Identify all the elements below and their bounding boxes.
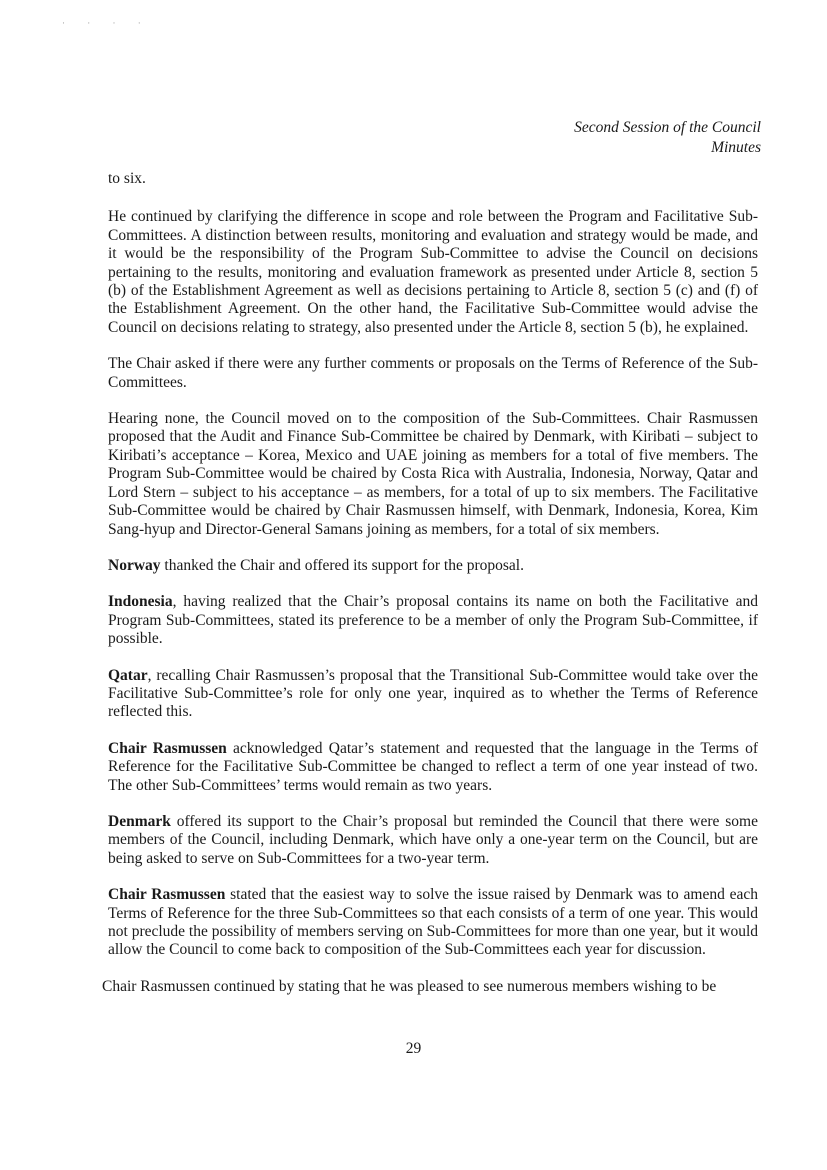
paragraph-text: Hearing none, the Council moved on to the composition of the Sub-Committees. Chair Rasmussen proposed that the Audit and Finance Sub-Committee be chaired by Denmark, with Kiribati – subject to Kiribati’s acceptance – Korea, Mexico and UAE joining as members for a total of five members. The Program Sub-Committee would be chaired by Costa Rica with Australia, Indonesia, Norway, Qatar and Lord Stern – subject to his acceptance – as members, for a total of up to six members. The Facilitative Sub-Committee would be chaired by Chair Rasmussen himself, with Denmark, Indonesia, Korea, Kim Sang-hyup and Director-General Samans joining as members, for a total of six members.: [108, 410, 758, 538]
paragraph: [108, 410, 758, 539]
speaker-name: Chair Rasmussen: [108, 739, 227, 757]
speaker-name: Indonesia: [108, 593, 173, 611]
paragraph-text: He continued by clarifying the difference in scope and role between the Program and Facilitative Sub-Committees. A distinction between results, monitoring and evaluation and strategy would be made, and it would be the responsibility of the Program Sub-Committee to advise the Council on decisions pertaining to the results, monitoring and evaluation framework as presented under Article 8, section 5 (b) of the Establishment Agreement as well as decisions pertaining to Article 8, section 5 (c) and (f) of the Establishment Agreement. On the other hand, the Facilitative Sub-Committee would advise the Council on decisions relating to strategy, also presented under the Article 8, section 5 (b), he explained.: [108, 208, 758, 336]
minutes-body: [102, 170, 759, 1014]
speaker-name: Chair Rasmussen: [108, 886, 226, 904]
header-document-type: Minutes: [711, 139, 761, 156]
paragraph: [108, 557, 758, 575]
paragraph: [108, 170, 758, 188]
scan-artifacts: · · · ·: [62, 18, 151, 28]
paragraph: [108, 813, 758, 868]
paragraph-text: The Chair asked if there were any further comments or proposals on the Terms of Reference of the Sub-Committees.: [108, 355, 758, 391]
paragraph-text: thanked the Chair and offered its support for the proposal.: [160, 556, 524, 574]
speaker-name: Qatar: [108, 666, 148, 684]
paragraph-text: offered its support to the Chair’s proposal but reminded the Council that there were some members of the Council, including Denmark, which have only a one-year term on the Council, but are being asked to serve on Sub-Committees for a two-year term.: [108, 812, 758, 867]
paragraph-text: , having realized that the Chair’s proposal contains its name on both the Facilitative and Program Sub-Committees, stated its preference to be a member of only the Program Sub-Committee, if possible.: [108, 593, 758, 648]
paragraph-text: to six.: [108, 170, 146, 187]
paragraph: [102, 978, 758, 996]
paragraph-text: , recalling Chair Rasmussen’s proposal that the Transitional Sub-Committee would take over the Facilitative Sub-Committee’s role for only one year, inquired as to whether the Terms of Reference reflected this.: [108, 666, 758, 721]
paragraph: [108, 886, 758, 960]
speaker-name: Denmark: [108, 812, 171, 830]
paragraph-text: acknowledged Qatar’s statement and requested that the language in the Terms of Reference for the Facilitative Sub-Committee be changed to reflect a term of one year instead of two. The other Sub-Committees’ terms would remain as two years.: [108, 739, 759, 794]
running-header: [574, 118, 761, 158]
paragraph: [108, 208, 758, 337]
paragraph-text: Chair Rasmussen continued by stating that he was pleased to see numerous members wishing to be: [102, 977, 717, 995]
page-number: 29: [405, 1040, 422, 1057]
header-session-title: Second Session of the Council: [574, 119, 761, 136]
paragraph: [108, 355, 758, 392]
paragraph: [108, 667, 758, 722]
speaker-name: Norway: [108, 556, 161, 574]
paragraph: [108, 740, 758, 795]
paragraph: [108, 593, 758, 648]
paragraph-text: stated that the easiest way to solve the issue raised by Denmark was to amend each Terms of Reference for the three Sub-Committees so that each consists of a term of one year. This would not preclude the possibility of members serving on Sub-Committees for more than one year, but it would allow the Council to come back to composition of the Sub-Committees each year for discussion.: [108, 886, 758, 959]
